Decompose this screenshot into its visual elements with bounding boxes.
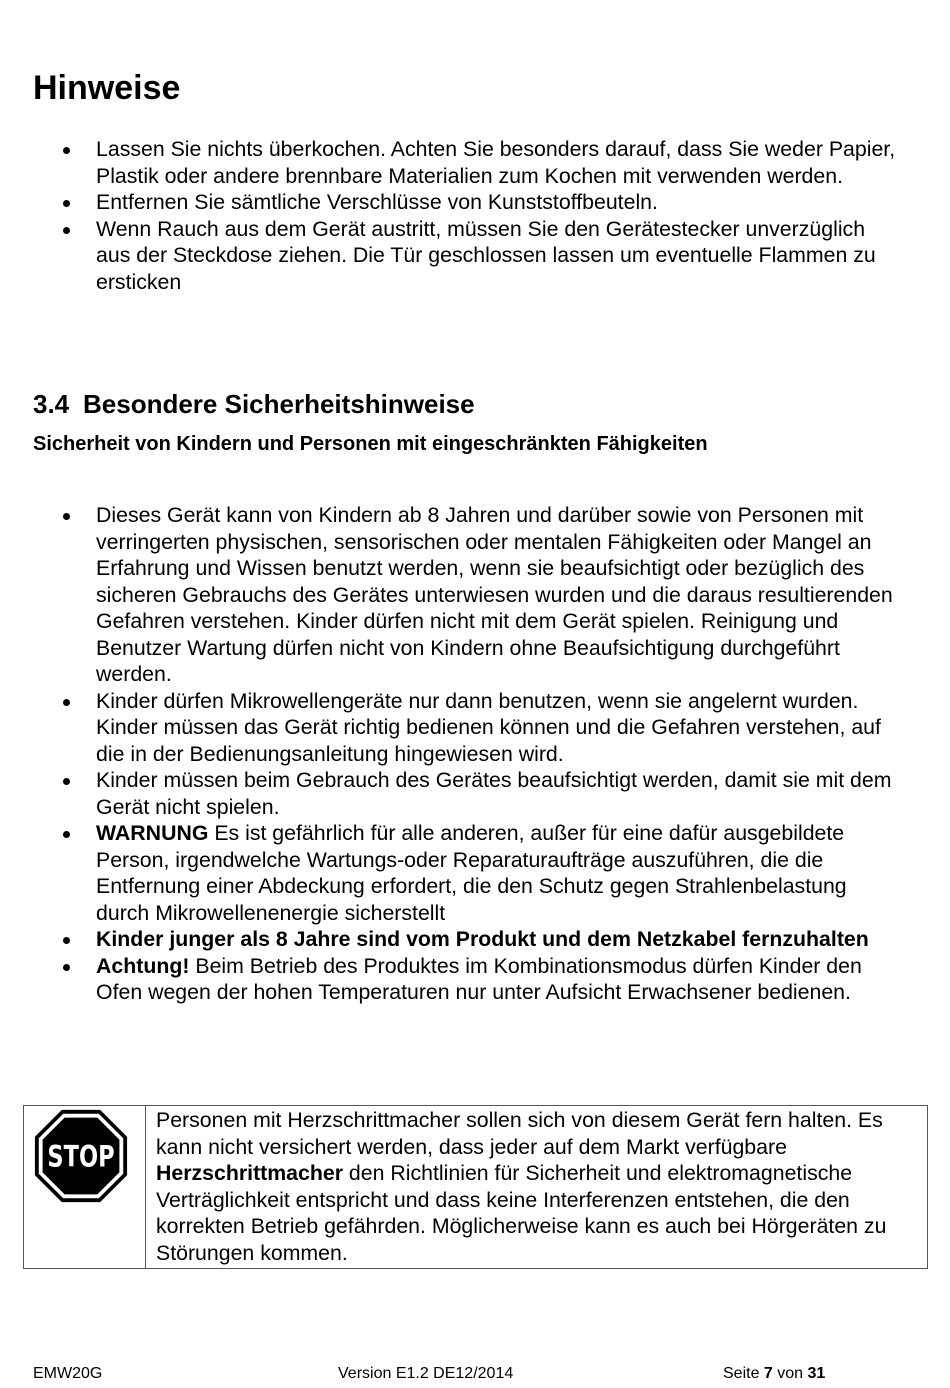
- stop-sign-icon: [33, 1108, 129, 1204]
- warning-label: WARNUNG: [96, 821, 209, 845]
- bullet-icon: [63, 831, 70, 838]
- footer-model: EMW20G: [33, 1365, 103, 1382]
- bullet-icon: [63, 227, 70, 234]
- list-item: WARNUNG Es ist gefährlich für alle anderen, außer für eine dafür ausgebildete Person, irgendwelche Wartungs-oder Reparaturaufträge auszuführen, die die Entfernung einer Abdeckung erfordert, die den Schutz gegen Strahlenbelastung durch Mikrowellenenergie sicherstellt: [0, 820, 900, 926]
- bullet-icon: [63, 937, 70, 944]
- section-number: 3.4: [33, 389, 70, 419]
- notice-bold-word: Herzschrittmacher: [156, 1161, 344, 1185]
- bullet-icon: [63, 200, 70, 207]
- attention-label: Achtung!: [96, 953, 190, 978]
- list-item: Achtung! Beim Betrieb des Produktes im Kombinationsmodus dürfen Kinder den Ofen wegen der hohen Temperaturen nur unter Aufsicht Erwachsener bedienen.: [0, 953, 900, 1006]
- bullet-icon: [63, 513, 70, 520]
- list-item: Dieses Gerät kann von Kindern ab 8 Jahren und darüber sowie von Personen mit verringerten physischen, sensorischen oder mentalen Fähigkeiten oder Mangel an Erfahrung und Wissen benutzt werden, wenn sie beaufsichtigt oder bezüglich des sicheren Gebrauchs des Gerätes unterwiesen wurden und die daraus resultierenden Gefahren verstehen. Kinder dürfen nicht mit dem Gerät spielen. Reinigung und Benutzer Wartung dürfen nicht von Kindern ohne Beaufsichtigung durchgeführt werden.: [0, 502, 900, 688]
- bullet-icon: [63, 147, 70, 154]
- list-item: Kinder dürfen Mikrowellengeräte nur dann benutzen, wenn sie angelernt wurden. Kinder müssen das Gerät richtig bedienen können und die Gefahren verstehen, auf die in der Bedienungsanleitung hingewiesen wird.: [0, 688, 900, 768]
- notice-icon-cell: [24, 1106, 146, 1269]
- page-heading: Hinweise: [33, 69, 181, 107]
- footer-version: Version E1.2 DE12/2014: [338, 1365, 514, 1382]
- section-title-text: Besondere Sicherheitshinweise: [83, 389, 475, 419]
- safety-list: [0, 502, 950, 1006]
- list-item: Wenn Rauch aus dem Gerät austritt, müssen Sie den Gerätestecker unverzüglich aus der Steckdose ziehen. Die Tür geschlossen lassen um eventuelle Flammen zu ersticken: [0, 216, 900, 296]
- footer-page-number: Seite 7 von 31: [723, 1365, 826, 1382]
- notice-text: Personen mit Herzschrittmacher sollen sich von diesem Gerät fern halten. Es kann nicht versichert werden, dass jeder auf dem Markt verfügbare Herzschrittmacher den Richtlinien für Sicherheit und elektromagnetische Verträglichkeit entspricht und dass keine Interferenzen entstehen, die den korrekten Betrieb gefährden. Möglicherweise kann es auch bei Hörgeräten zu Störungen kommen.: [146, 1106, 928, 1269]
- stop-sign-label: STOP: [47, 1139, 115, 1175]
- section-subtitle: Sicherheit von Kindern und Personen mit eingeschränkten Fähigkeiten: [33, 433, 708, 455]
- list-item: Lassen Sie nichts überkochen. Achten Sie besonders darauf, dass Sie weder Papier, Plastik oder andere brennbare Materialien zum Kochen mit verwenden werden.: [0, 136, 900, 189]
- hints-list: [0, 136, 950, 295]
- bullet-icon: [63, 778, 70, 785]
- list-item: Kinder junger als 8 Jahre sind vom Produkt und dem Netzkabel fernzuhalten: [0, 926, 900, 953]
- bullet-icon: [63, 964, 70, 971]
- list-item: Entfernen Sie sämtliche Verschlüsse von Kunststoffbeuteln.: [0, 189, 900, 216]
- pacemaker-notice-box: [23, 1105, 928, 1269]
- bullet-icon: [63, 699, 70, 706]
- list-item: Kinder müssen beim Gebrauch des Gerätes beaufsichtigt werden, damit sie mit dem Gerät nicht spielen.: [0, 767, 900, 820]
- section-title: [33, 388, 475, 420]
